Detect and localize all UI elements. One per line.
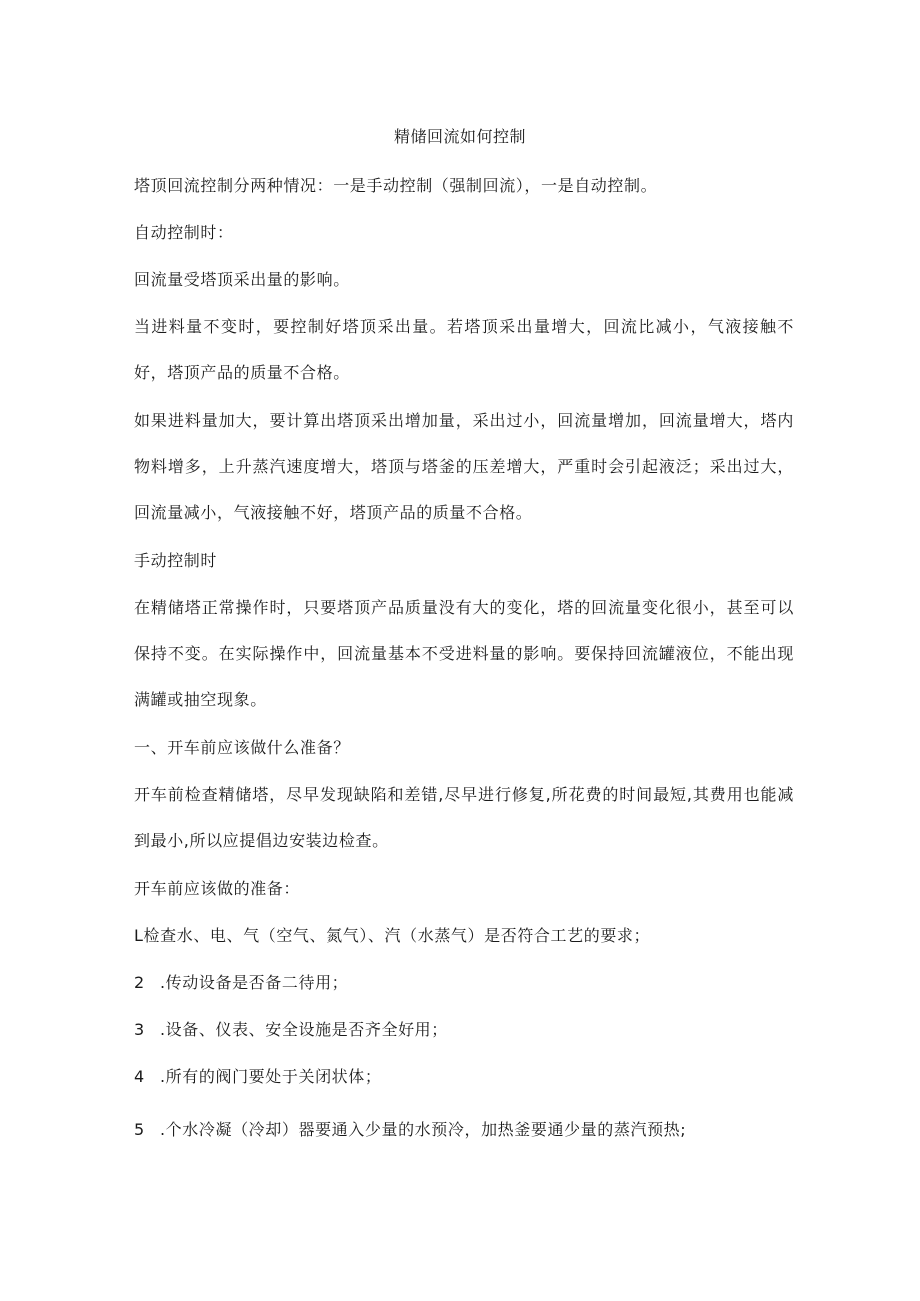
list-item bbox=[134, 1063, 794, 1090]
document-body bbox=[134, 172, 794, 1163]
paragraph: 塔顶回流控制分两种情况：一是手动控制（强制回流），一是自动控制。 bbox=[134, 176, 658, 195]
list-item-number: 2 bbox=[134, 973, 145, 992]
paragraph: 开车前检查精储塔，尽早发现缺陷和差错,尽早进行修复,所花费的时间最短,其费用也能减到最小,所以应提倡边安装边检查。 bbox=[134, 785, 794, 850]
section-heading: 一、开车前应该做什么准备？ bbox=[134, 738, 350, 757]
list-item-number: 3 bbox=[134, 1020, 145, 1039]
list-item-text: .个水冷凝（冷却）器要通入少量的水预冷，加热釜要通少量的蒸汽预热; bbox=[160, 1120, 687, 1139]
list-item-text: .传动设备是否备二待用； bbox=[160, 973, 349, 992]
paragraph: 在精储塔正常操作时，只要塔顶产品质量没有大的变化，塔的回流量变化很小，甚至可以保持不变。在实际操作中，回流量基本不受进料量的影响。要保持回流罐液位，不能出现满罐或抽空现象。 bbox=[134, 598, 794, 709]
list-item-text: .设备、仪表、安全设施是否齐全好用； bbox=[160, 1020, 448, 1039]
list-item bbox=[134, 1016, 794, 1043]
list-item-text: L检查水、电、气（空气、氮气）、汽（水蒸气）是否符合工艺的要求； bbox=[134, 926, 651, 945]
paragraph: 回流量受塔顶采出量的影响。 bbox=[134, 270, 350, 289]
list-item bbox=[134, 922, 794, 949]
section-heading: 自动控制时： bbox=[134, 223, 234, 242]
section-heading: 手动控制时 bbox=[134, 551, 218, 570]
list-item bbox=[134, 1116, 794, 1143]
paragraph: 当进料量不变时，要控制好塔顶采出量。若塔顶采出量增大，回流比减小，气液接触不好，塔顶产品的质量不合格。 bbox=[134, 317, 794, 382]
list-item-number: 5 bbox=[134, 1120, 145, 1139]
document-title: 精储回流如何控制 bbox=[393, 127, 526, 146]
paragraph: 如果进料量加大，要计算出塔顶采出增加量，采出过小，回流量增加，回流量增大，塔内物料增多，上升蒸汽速度增大，塔顶与塔釜的压差增大，严重时会引起液泛；采出过大，回流量减小，气液接触不好，塔顶产品的质量不合格。 bbox=[134, 411, 794, 522]
paragraph: 开车前应该做的准备： bbox=[134, 879, 301, 898]
list-item-text: .所有的阀门要处于关闭状体； bbox=[160, 1067, 382, 1086]
list-item bbox=[134, 969, 794, 996]
list-item-number: 4 bbox=[134, 1067, 145, 1086]
